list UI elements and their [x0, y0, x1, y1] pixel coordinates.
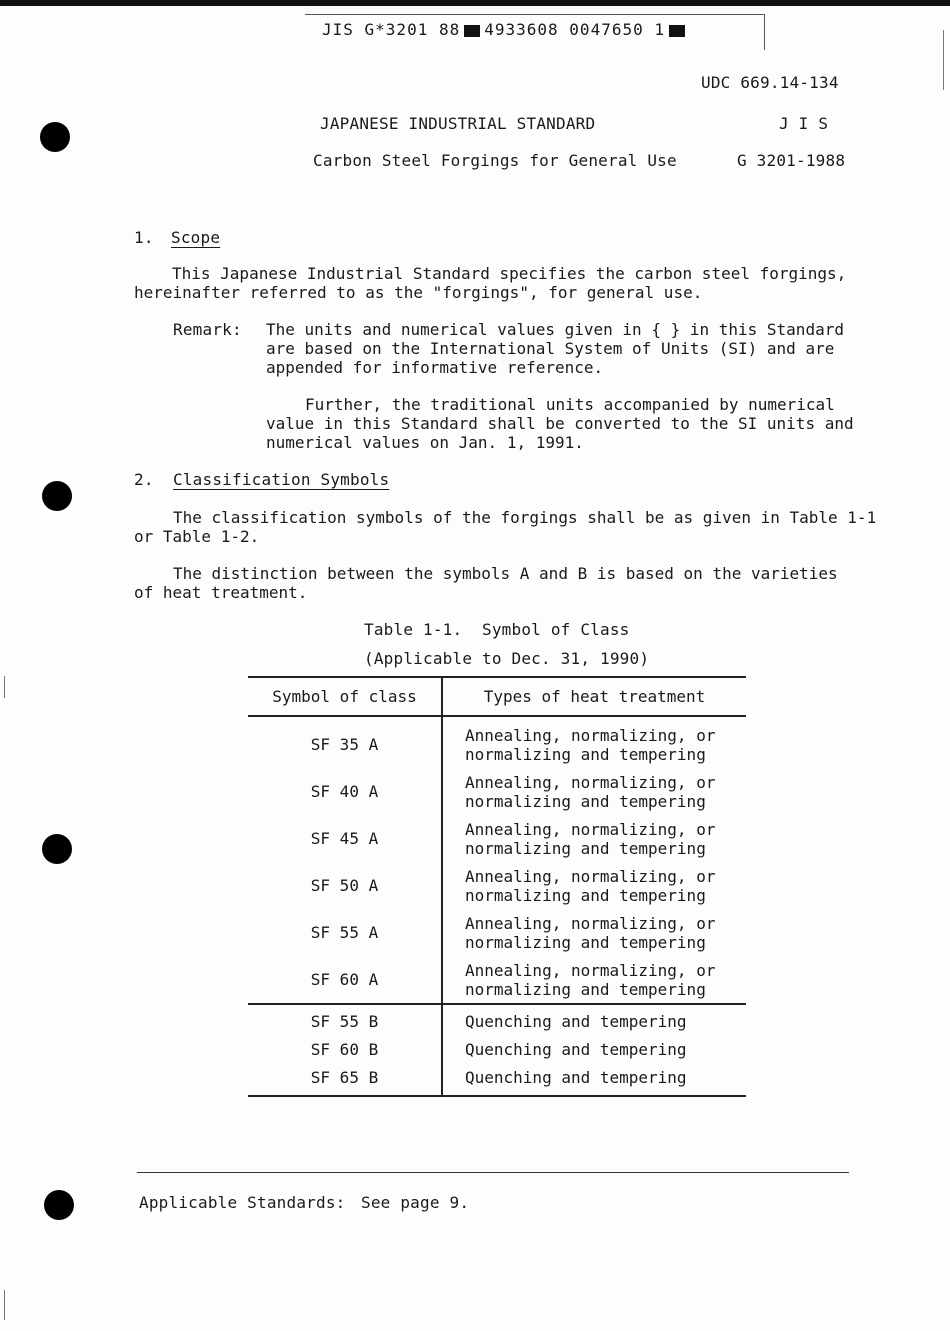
table-row [248, 815, 746, 862]
table-row [248, 909, 746, 956]
classification-line: or Table 1-2. [134, 527, 260, 546]
treatment-line: Annealing, normalizing, or [465, 725, 716, 745]
applicable-standards-value: See page 9. [361, 1193, 470, 1212]
scan-artifact [943, 30, 944, 90]
treatment-cell [442, 768, 746, 815]
header-rule [305, 14, 765, 15]
header-symbol: Symbol of class [248, 677, 442, 716]
document-title: Carbon Steel Forgings for General Use [313, 151, 677, 170]
treatment-line: normalizing and tempering [465, 838, 706, 858]
symbol-cell: SF 40 A [248, 768, 442, 815]
remark-line: value in this Standard shall be converted to the SI units and [266, 414, 854, 433]
punch-hole-icon [42, 834, 72, 864]
classification-line: The classification symbols of the forgings shall be as given in Table 1-1 [173, 508, 877, 527]
treatment-line: normalizing and tempering [465, 885, 706, 905]
table-row [248, 1063, 746, 1096]
udc-number: UDC 669.14-134 [701, 73, 839, 92]
treatment-line: normalizing and tempering [465, 932, 706, 952]
distinction-paragraph [134, 564, 838, 602]
scope-line: hereinafter referred to as the "forgings", for general use. [134, 283, 703, 302]
treatment-line: Annealing, normalizing, or [465, 772, 716, 792]
symbol-cell: SF 55 B [248, 1004, 442, 1035]
scan-artifact [4, 1290, 5, 1320]
treatment-cell: Quenching and tempering [465, 1039, 687, 1059]
treatment-cell [442, 956, 746, 1004]
symbol-cell: SF 35 A [248, 716, 442, 768]
classification-paragraph [134, 508, 876, 546]
table-row [248, 956, 746, 1004]
document-code-left: JIS G*3201 88 [322, 20, 461, 39]
treatment-line: normalizing and tempering [465, 744, 706, 764]
section-2-heading: Classification Symbols [173, 470, 390, 489]
symbol-cell: SF 60 A [248, 956, 442, 1004]
symbol-cell: SF 45 A [248, 815, 442, 862]
header-rule-corner [764, 14, 765, 50]
remark-paragraph [266, 320, 844, 377]
section-1-number: 1. [134, 228, 154, 247]
treatment-line: normalizing and tempering [465, 979, 706, 999]
treatment-cell [442, 909, 746, 956]
scan-artifact [4, 676, 5, 698]
remark-label: Remark: [173, 320, 242, 339]
symbol-cell: SF 55 A [248, 909, 442, 956]
footer-rule [137, 1172, 849, 1173]
punch-hole-icon [42, 481, 72, 511]
block-mark-icon [669, 25, 685, 37]
remark-line: Further, the traditional units accompanied by numerical [305, 395, 835, 414]
symbol-cell: SF 65 B [248, 1063, 442, 1096]
standard-number: G 3201-1988 [737, 151, 846, 170]
distinction-line: The distinction between the symbols A and B is based on the varieties [173, 564, 838, 583]
table-row [248, 716, 746, 768]
symbol-class-table [248, 676, 746, 1097]
table-caption: Table 1-1. Symbol of Class [364, 620, 630, 639]
treatment-line: Annealing, normalizing, or [465, 866, 716, 886]
treatment-cell [442, 815, 746, 862]
table-row [248, 768, 746, 815]
treatment-cell: Quenching and tempering [442, 1063, 746, 1096]
treatment-line: Annealing, normalizing, or [465, 913, 716, 933]
table-row [248, 1004, 746, 1035]
table-row [248, 862, 746, 909]
symbol-cell: SF 50 A [248, 862, 442, 909]
symbol-cell: SF 60 B [248, 1035, 442, 1063]
punch-hole-icon [44, 1190, 74, 1220]
remark-further-paragraph [266, 395, 854, 452]
section-1-heading: Scope [171, 228, 221, 247]
section-2-number: 2. [134, 470, 154, 489]
scope-paragraph [134, 264, 846, 302]
document-code-middle: 4933608 0047650 1 [484, 20, 665, 39]
remark-line: are based on the International System of Units (SI) and are [266, 339, 835, 358]
remark-line: The units and numerical values given in { } in this Standard [266, 320, 844, 339]
document-code-line [322, 20, 689, 39]
treatment-line: Annealing, normalizing, or [465, 819, 716, 839]
block-mark-icon [464, 25, 480, 37]
table-subcaption: (Applicable to Dec. 31, 1990) [364, 649, 650, 668]
remark-line: numerical values on Jan. 1, 1991. [266, 433, 584, 452]
jis-mark: J I S [779, 114, 829, 133]
scope-line: This Japanese Industrial Standard specifies the carbon steel forgings, [172, 264, 847, 283]
treatment-line: Annealing, normalizing, or [465, 960, 716, 980]
standard-org: JAPANESE INDUSTRIAL STANDARD [320, 114, 596, 133]
distinction-line: of heat treatment. [134, 583, 308, 602]
treatment-cell: Quenching and tempering [442, 1004, 746, 1035]
header-treatment: Types of heat treatment [442, 677, 746, 716]
treatment-cell [442, 716, 746, 768]
scan-top-edge [0, 0, 950, 6]
treatment-line: normalizing and tempering [465, 791, 706, 811]
applicable-standards-label: Applicable Standards: [139, 1193, 346, 1212]
treatment-cell [442, 862, 746, 909]
table-row [248, 1035, 746, 1063]
remark-line: appended for informative reference. [266, 358, 604, 377]
table-header-row [248, 677, 746, 716]
punch-hole-icon [40, 122, 70, 152]
